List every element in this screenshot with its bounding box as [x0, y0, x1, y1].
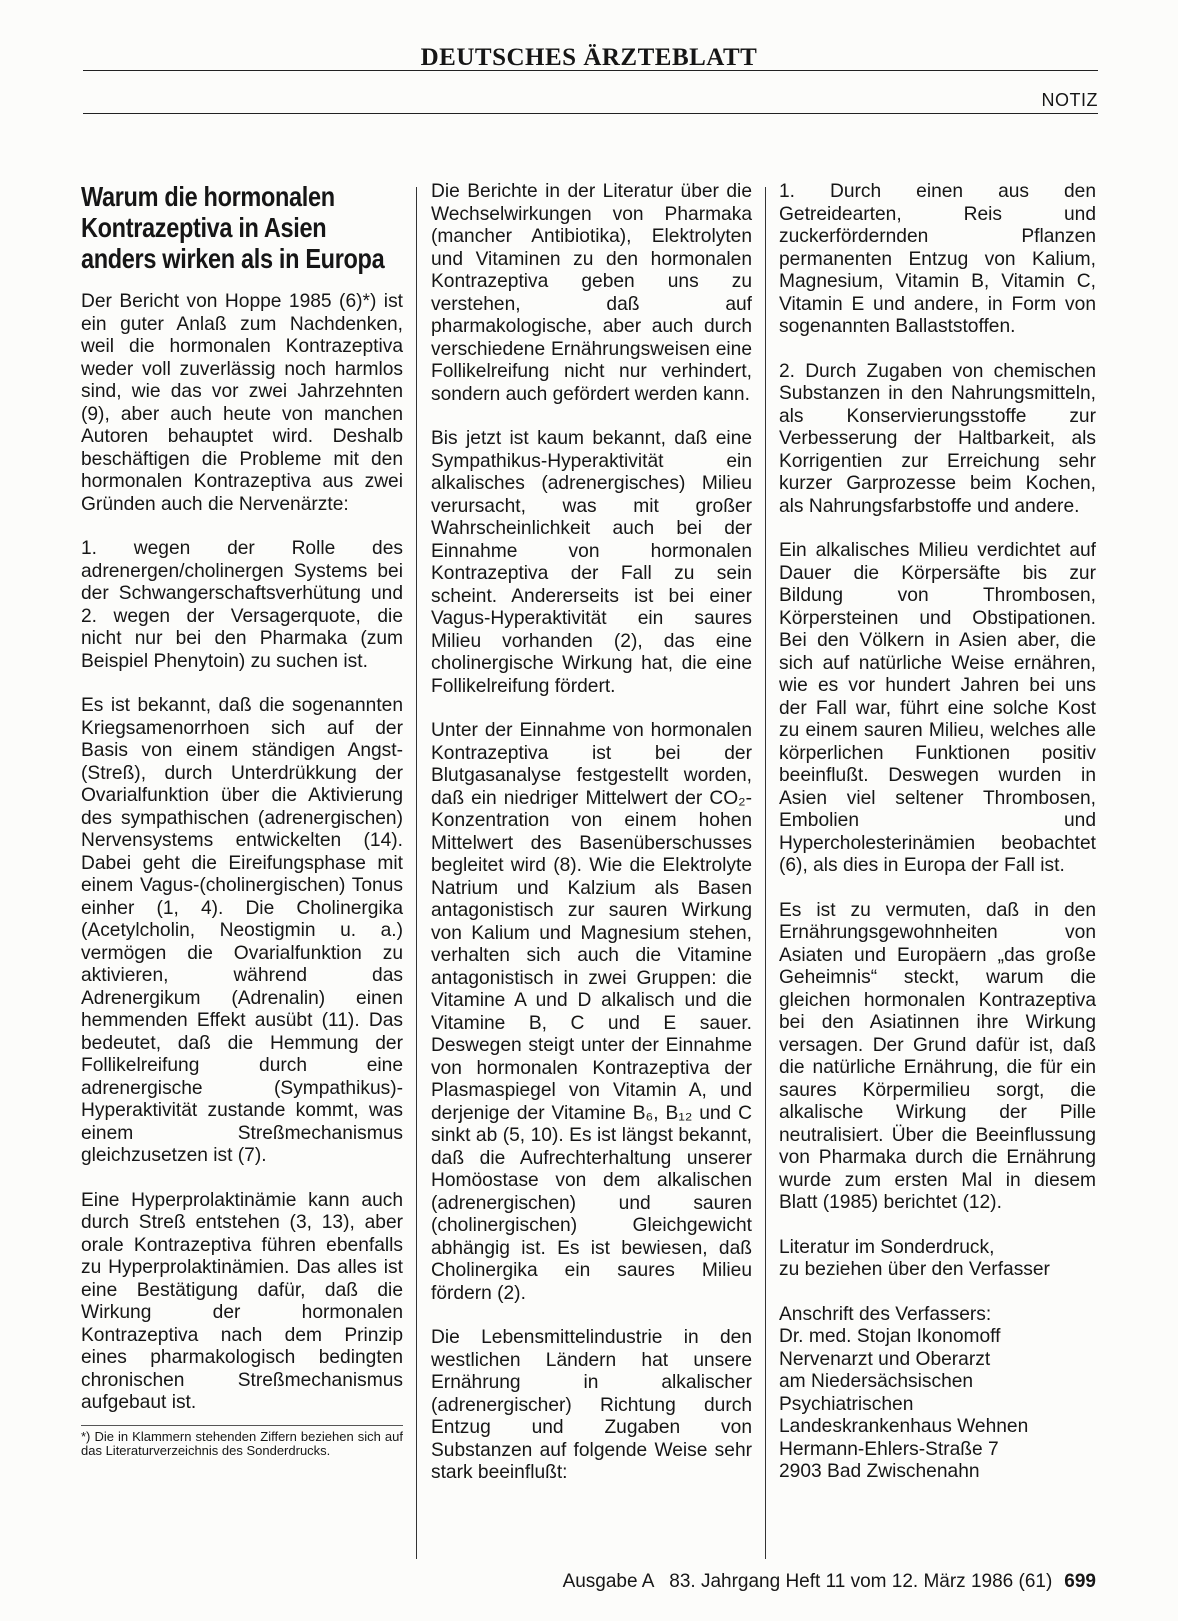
article-title: Warum die hormonalen Kontrazeptiva in Asien anders wirken als in Europa — [81, 181, 385, 274]
paragraph: Der Bericht von Hoppe 1985 (6)*) ist ein guter Anlaß zum Nachdenken, weil die hormonalen Kontrazeptiva weder voll zuverlässig noch harmlos sind, wie das vor zwei Jahrzehnten (9), aber auch heute von manchen Autoren behauptet wird. Deshalb beschäftigen die Probleme mit den hormonalen Kontrazeptiva aus zwei Gründen auch die Nervenärzte: — [81, 291, 403, 515]
paragraph: Es ist zu vermuten, daß in den Ernährungsgewohnheiten von Asiaten und Europäern „das große Geheimnis“ steckt, warum die gleichen hormonalen Kontrazeptiva bei den Asiatinnen ihre Wirkung versagen. Der Grund dafür ist, daß die natürliche Ernährung, die für ein saures Körpermilieu sorgt, die alkalische Wirkung der Pille neutralisiert. Über die Beeinflussung von Pharmaka durch die Ernährung wurde zum ersten Mal in diesem Blatt (1985) berichtet (12). — [779, 899, 1096, 1213]
paragraph: 2. Durch Zugaben von chemischen Substanzen in den Nahrungsmitteln, als Konservierungsstoffe zur Verbesserung der Haltbarkeit, als Korrigentien zur Erreichung sehr kurzer Garprozesse beim Kochen, als Nahrungsfarbstoffe und andere. — [779, 360, 1096, 517]
issue-info: Ausgabe A 83. Jahrgang Heft 11 vom 12. März 1986 (61) — [562, 1571, 1053, 1592]
column-divider-1 — [416, 187, 417, 1559]
masthead-rule — [83, 70, 1098, 71]
section-label: NOTIZ — [1041, 90, 1098, 110]
paragraph: Die Lebensmittelindustrie in den westlichen Ländern hat unsere Ernährung in alkalischer (adrenergischer) Richtung durch Entzug und Zugaben von Substanzen auf folgende Weise sehr stark beeinflußt: — [431, 1327, 752, 1483]
address-line: Dr. med. Stojan Ikonomoff — [779, 1326, 1001, 1347]
masthead: DEUTSCHES ÄRZTEBLATT — [420, 44, 758, 71]
paragraph: 1. wegen der Rolle des adrenergen/cholinergen Systems bei der Schwangerschaftsverhütung und 2. wegen der Versagerquote, die nicht nur bei den Pharmaka (zum Beispiel Phenytoin) zu suchen ist. — [81, 538, 403, 672]
section-rule — [83, 113, 1098, 114]
literature-line: zu beziehen über den Verfasser — [779, 1259, 1050, 1280]
article-column-3 — [779, 181, 1096, 1506]
paragraph: Die Berichte in der Literatur über die Wechselwirkungen von Pharmaka (mancher Antibiotika), Elektrolyten und Vitaminen zu den hormonalen Kontrazeptiva geben uns zu verstehen, daß auf pharmakologische, aber auch durch verschiedene Ernährungsweisen eine Follikelreifung nicht nur verhindert, sondern auch gefördert werden kann. — [431, 181, 752, 405]
paragraph: Eine Hyperprolaktinämie kann auch durch Streß entstehen (3, 13), aber orale Kontrazeptiva führen ebenfalls zu Hyperprolaktinämien. Das alles ist eine Bestätigung dafür, daß die Wirkung der hormonalen Kontrazeptiva nach dem Prinzip eines pharmakologisch bedingten chronischen Streßmechanismus aufgebaut ist. — [81, 1189, 403, 1413]
address-line: Landeskrankenhaus Wehnen — [779, 1416, 1029, 1437]
page-number: 699 — [1064, 1571, 1096, 1592]
address-line: am Niedersächsischen — [779, 1371, 974, 1392]
article-column-1 — [81, 181, 403, 1459]
address-line: Nervenarzt und Oberarzt — [779, 1348, 991, 1370]
paragraph: 1. Durch einen aus den Getreidearten, Reis und zuckerfördernden Pflanzen permanenten Entzug von Kalium, Magnesium, Vitamin B, Vitamin C, Vitamin E und andere, in Form von sogenannten Ballaststoffen. — [779, 181, 1096, 337]
paragraph: Es ist bekannt, daß die sogenannten Kriegsamenorrhoen sich auf der Basis von einem ständigen Angst-(Streß), durch Unterdrükkung der Ovarialfunktion über die Aktivierung des sympathischen (adrenergischen) Nervensystems entwickelten (14). Dabei geht die Eireifungsphase mit einem Vagus-(cholinergischen) Tonus einher (1, 4). Die Cholinergika (Acetylcholin, Neostigmin u. a.) vermögen die Ovarialfunktion zu aktivieren, während das Adrenergikum (Adrenalin) einen hemmenden Effekt ausübt (11). Das bedeutet, daß die Hemmung der Follikelreifung durch eine adrenergische (Sympathikus)-Hyperaktivität zustande kommt, was einem Streßmechanismus gleichzusetzen ist (7). — [81, 695, 403, 1166]
address-line: Psychiatrischen — [779, 1393, 914, 1415]
address-line: 2903 Bad Zwischenahn — [779, 1461, 980, 1482]
paragraph: Unter der Einnahme von hormonalen Kontrazeptiva ist bei der Blutgasanalyse festgestellt worden, daß ein niedriger Mittelwert der CO₂-Konzentration von einem hohen Mittelwert des Basenüberschusses begleitet wird (8). Wie die Elektrolyte Natrium und Kalzium als Basen antagonistisch zur sauren Wirkung von Kalium und Magnesium stehen, verhalten sich auch die Vitamine antagonistisch in zwei Gruppen: die Vitamine A und D alkalisch und die Vitamine B, C und E sauer. Deswegen steigt unter der Einnahme von hormonalen Kontrazeptiva der Plasmaspiegel von Vitamin A, und derjenige der Vitamine B₆, B₁₂ und C sinkt ab (5, 10). Es ist längst bekannt, daß die Aufrechterhaltung unserer Homöostase von dem alkalischen (adrenergischen) und sauren (cholinergischen) Gleichgewicht abhängig ist. Es ist bewiesen, daß Cholinergika ein saures Milieu fördern (2). — [431, 720, 752, 1304]
author-address — [779, 1304, 1096, 1484]
page-footer — [563, 1571, 1096, 1593]
footnote: *) Die in Klammern stehenden Ziffern beziehen sich auf das Literaturverzeichnis des Sonderdrucks. — [81, 1425, 403, 1459]
literature-note — [779, 1237, 1096, 1282]
address-line: Hermann-Ehlers-Straße 7 — [779, 1438, 999, 1460]
column-divider-2 — [765, 187, 766, 1559]
paragraph: Ein alkalisches Milieu verdichtet auf Dauer die Körpersäfte bis zur Bildung von Thrombosen, Körpersteinen und Obstipationen. Bei den Völkern in Asien aber, die sich auf natürliche Weise ernähren, wie es vor hundert Jahren bei uns der Fall war, führt eine solche Kost zu einem sauren Milieu, welches alle körperlichen Funktionen positiv beeinflußt. Deswegen wurden in Asien viel seltener Thrombosen, Embolien und Hypercholesterinämien beobachtet (6), als dies in Europa der Fall ist. — [779, 540, 1096, 876]
address-line: Anschrift des Verfassers: — [779, 1303, 992, 1325]
article-column-2 — [431, 181, 752, 1507]
paragraph: Bis jetzt ist kaum bekannt, daß eine Sympathikus-Hyperaktivität ein alkalisches (adrenergisches) Milieu verursacht, was mit großer Wahrscheinlichkeit auch bei der Einnahme von hormonalen Kontrazeptiva der Fall zu sein scheint. Andererseits ist bei einer Vagus-Hyperaktivität ein saures Milieu vorhanden (2), das eine cholinergische Wirkung hat, die eine Follikelreifung fördert. — [431, 428, 752, 697]
literature-line: Literatur im Sonderdruck, — [779, 1236, 995, 1258]
